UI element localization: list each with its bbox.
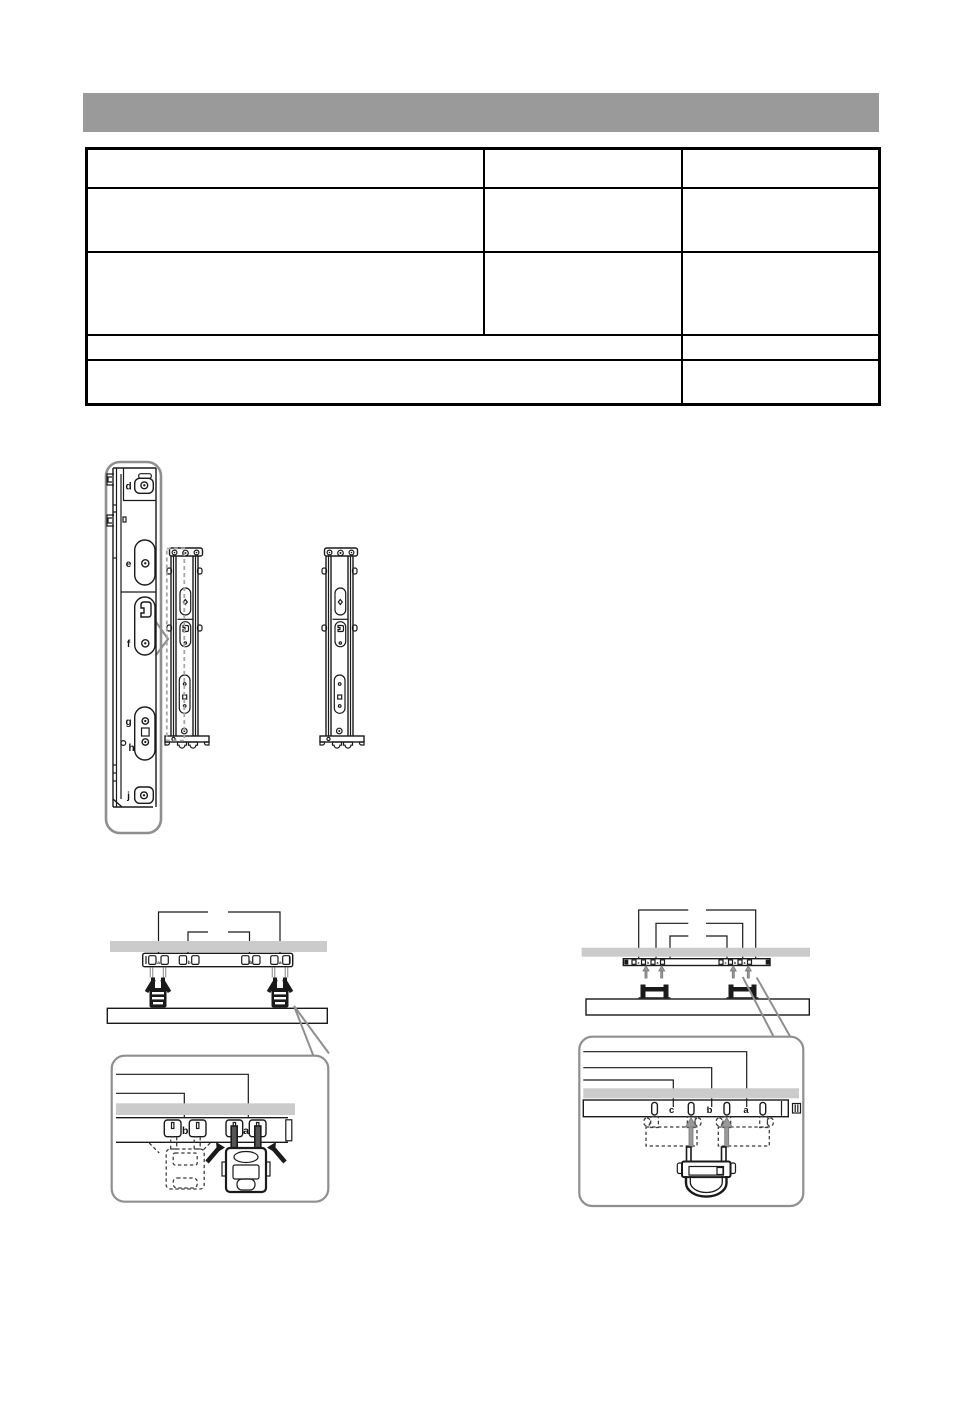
hole-label-j: j [127, 791, 130, 802]
mounting-hook [727, 985, 759, 998]
bar-slot-label: c [724, 960, 727, 965]
hook-slot-bar [623, 959, 770, 966]
bar-hole-label: a [279, 959, 282, 965]
table-cell [682, 149, 880, 188]
leader-line [583, 1068, 711, 1107]
hole-label-f: f [126, 639, 131, 650]
table-cell [87, 335, 682, 360]
bar-hole-label: b [249, 959, 253, 965]
bar-hole-label: b [187, 959, 191, 965]
callout-pointer [294, 1006, 329, 1056]
table-cell [682, 188, 880, 252]
wall-bracket-bar [107, 1008, 327, 1023]
bar-slot-label: a [743, 960, 746, 965]
hole-label-h: h [128, 743, 135, 754]
tv-edge-band [116, 1103, 295, 1115]
table-row [87, 335, 880, 360]
table-cell [682, 252, 880, 335]
wall-mount-bracket-2 [320, 548, 364, 748]
callout-slot-label: a [743, 1105, 749, 1116]
hole-label-e: e [125, 559, 132, 570]
hook-diagram-left [100, 900, 340, 1210]
insert-direction-arrows [643, 966, 751, 978]
table-cell [682, 335, 880, 360]
spec-table [85, 147, 881, 406]
table-row [87, 252, 880, 335]
table-cell [484, 188, 682, 252]
bar-slot-label: a [656, 960, 659, 965]
callout-slot-label: b [706, 1105, 713, 1116]
hook-diagram-right [570, 895, 820, 1215]
table-cell [484, 149, 682, 188]
mounting-hook [269, 978, 292, 1008]
mounting-hook [147, 978, 170, 1008]
table-cell [87, 149, 484, 188]
callout-pointer [743, 977, 790, 1036]
callout-hole-label: a [243, 1125, 249, 1137]
bar-slot-label: c [637, 960, 640, 965]
bar-hole-label: a [157, 959, 160, 965]
table-cell [484, 252, 682, 335]
leader-line [583, 1052, 746, 1107]
callout-hole-label: b [181, 1125, 189, 1137]
table-cell [682, 360, 880, 405]
hole-label-d: d [125, 481, 132, 493]
tv-edge-band [582, 948, 810, 957]
wall-mount-bracket-1 [165, 548, 209, 748]
bracket-diagrams [100, 455, 390, 845]
bar-slot-label: b [647, 960, 650, 965]
table-row [87, 360, 880, 405]
table-row [87, 149, 880, 188]
hole-label-g: g [125, 717, 132, 728]
tv-edge-band [110, 941, 327, 952]
bar-slot-label: b [734, 960, 737, 965]
inserted-hook [677, 1147, 735, 1197]
tv-edge-band [583, 1088, 799, 1098]
callout-slot-label: c [669, 1105, 675, 1116]
insert-direction-arrows [686, 1118, 733, 1148]
callout-bubble [579, 1037, 803, 1206]
table-cell [87, 188, 484, 252]
table-cell [87, 252, 484, 335]
ghost-hook [149, 1137, 210, 1189]
callout-bubble [112, 1056, 329, 1202]
mounting-hook [639, 985, 671, 998]
table-row [87, 188, 880, 252]
hook-hole-bar [143, 953, 293, 966]
hook-guides [150, 968, 287, 978]
table-cell [87, 360, 682, 405]
bracket-detail-callout [106, 462, 168, 833]
section-header-bar [83, 93, 879, 132]
